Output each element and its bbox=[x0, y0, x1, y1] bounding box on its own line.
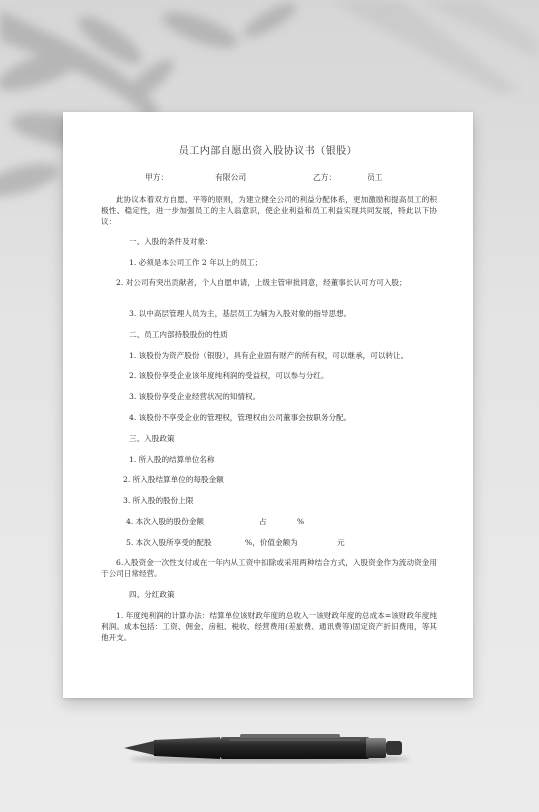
section4-heading: 四、分红政策 bbox=[129, 590, 175, 599]
intro-paragraph: 此协议本着双方自愿、平等的原则，为建立健全公司的利益分配体系，更加激励和提高员工的积极性、稳定性，进一步加强员工的主人翁意识，使企业利益和员工利益实现共同发展，特此以下协议： bbox=[101, 195, 437, 226]
section2-item3: 3. 该股份享受企业经营状况的知情权。 bbox=[129, 392, 261, 401]
agreement-document-page bbox=[63, 112, 473, 698]
section2-item1: 1. 该股份为资产股份（银股），具有企业固有财产的所有权，可以继承，可以转让。 bbox=[129, 351, 409, 360]
party-a-label: 甲方： bbox=[145, 173, 169, 182]
party-b-label: 乙方： bbox=[313, 173, 337, 182]
section3-item5-unit: 元 bbox=[337, 538, 345, 547]
section4-item1: 1. 年度纯利润的计算办法：结算单位该财政年度的总收入一该财政年度的总成本=该财政年度纯利润。成本包括：工资、佣金、房租、税收、经营费用(差旅费、通讯费等)固定资产折旧费用，等其他开支。 bbox=[101, 611, 437, 642]
section1-item1: 1. 必须是本公司工作 2 年以上的员工； bbox=[129, 258, 263, 267]
section1-heading: 一、入股的条件及对象： bbox=[129, 237, 213, 246]
pen-decoration bbox=[120, 728, 420, 768]
section3-item2: 2. 所入股结算单位的每股金额 bbox=[123, 475, 224, 484]
section1-item2: 2. 对公司有突出贡献者，个人自愿申请，上级主管审批同意，经董事长认可方可入股； bbox=[116, 278, 407, 287]
party-a-value: 有限公司 bbox=[215, 173, 247, 182]
party-b-value: 员工 bbox=[367, 173, 383, 182]
section3-item5-value-label: %，价值金额为 bbox=[245, 538, 298, 547]
section3-item4-label: 4. 本次入股的股份金额 bbox=[126, 517, 205, 526]
section3-heading: 三、入股政策 bbox=[129, 434, 175, 443]
section2-heading: 二、员工内部持股股份的性质 bbox=[129, 330, 228, 339]
section3-item4-percent: % bbox=[297, 517, 305, 526]
section2-item2: 2. 该股份享受企业该年度纯利润的受益权，可以参与分红。 bbox=[129, 371, 329, 380]
section1-item3: 3. 以中高层管理人员为主，基层员工为辅为入股对象的指导思想。 bbox=[129, 309, 352, 318]
section3-item3: 3. 所入股的股份上限 bbox=[123, 496, 194, 505]
section3-item6: 6.入股资金一次性支付或在一年内从工资中扣除或采用两种结合方式，入股资金作为流动资金用于公司日常经营。 bbox=[101, 558, 437, 578]
section3-item1: 1. 所入股的结算单位名称 bbox=[129, 455, 215, 464]
document-title: 员工内部自愿出资入股协议书（银股） bbox=[178, 146, 358, 157]
section2-item4: 4. 该股份不享受企业的管理权，管理权由公司董事会按职务分配。 bbox=[129, 413, 352, 422]
section3-item4-ratio-label: 占 bbox=[259, 517, 267, 526]
section3-item5-label: 5. 本次入股所享受的配股 bbox=[126, 538, 212, 547]
